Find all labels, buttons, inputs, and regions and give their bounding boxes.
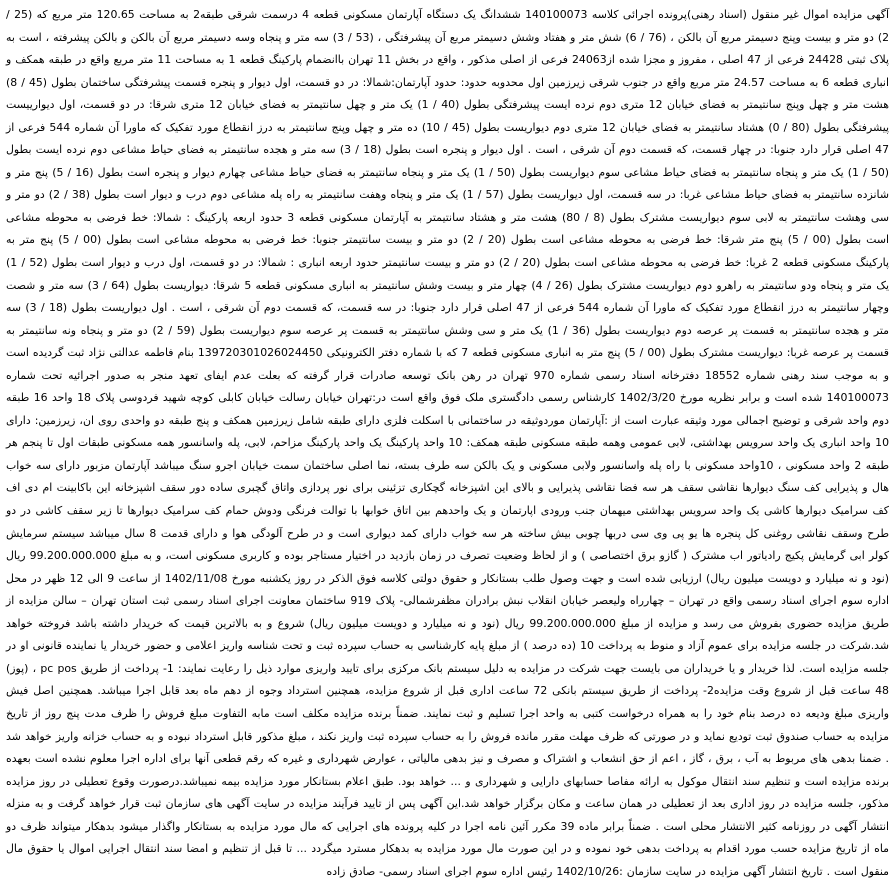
auction-notice-text: آگهی مزایده اموال غیر منقول (اسناد رهنی)پرونده اجرائی کلاسه 140100073 ششدانگ یک دستگاه آپارتمان مسکونی قطعه 4 درسمت شرقی طبقه2 به مساحت 120.65 متر مربع که (25 / 2) دو متر و بیست وپنج دسیمتر مربع آن بالکن ، (76 / 6) شش متر و هفتاد وشش دسیمتر مربع آن پیشرفتگی ، (53 / 3) سه متر و پنجاه وسه دسیمتر مربع آن بالکن و بالکن پیشرفته ، است به پلاک ثبتی 24428 فرعی از 47 اصلی ، مفروز و مجزا شده از24063 فرعی از اصلی مذکور ، واقع در بخش 11 تهران باانضمام پارکینگ قطعه 1 به مساحت 11 متر مربع واقع در طبقه همکف و انباری قطعه 6 به مساحت 24.57 متر مربع واقع در جنوب شرقی زیرزمین اول محدوبه حدود: حدود آپارتمان:شمالا: در دو قسمت، اول دیوار و پنجره قسمت پیشرفتگی ساختمان بطول (45 / 8) هشت متر و چهل وپنج سانتیمتر به فضای خیابان 12 متری دوم نرده ایست پیشرفتگی بطول (40 / 1) یک متر و چهل سانتیمتر به فضای خیابان 12 متری شرقا: در دو قسمت، اول دیوارییست پیشرفتگی بطول (80 / 0) هشتاد سانتیمتر به فضای خیابان 12 متری دوم دیواریست بطول (45 / 10) ده متر و چهل وپنج سانتیمتر به درز انقطاع مورد تفکیک که ماورا آن شماره 544 فرعی از 47 اصلی قرار دارد جنوبا: در چهار قسمت، که قسمت دوم آن شرقی ، است . اول دیوار و پنجره است بطول (18 / 3) سه متر و هجده سانتیمتر به فضای حیاط مشاعی دوم نرده ایست بطول (50 / 1) یک متر و پنجاه سانتیمتر به فضای حیاط مشاعی سوم دیواریست بطول (50 / 1) یک متر و پنجاه سانتیمتر به فضای حیاط مشاعی چهارم دیوار و پنجره است بطول (16 / 5) پنج متر و شانزده سانتیمتر به فضای حیاط مشاعی غربا: در سه قسمت، اول دیواریست بطول (57 / 1) یک متر و پنجاه وهفت سانتیمتر به راه پله مشاعی دوم درب و دیوار است بطول (38 / 2) دو متر و سی وهشت سانتیمتر به لابی سوم دیواریست مشترک بطول (8 / 80) هشت متر و هشتاد سانتیمتر به آپارتمان مسکونی قطعه 3 حدود اربعه پارکینگ : شمالا: خط فرضی به محوطه مشاعی است بطول (00 / 5) پنج متر شرقا: خط فرضی به محوطه مشاعی است بطول (20 / 2) دو متر و بیست سانتیمتر جنوبا: خط فرضی به محوطه مشاعی است بطول (00 / 5) پنج متر به پارکینگ مسکونی قطعه 2 غربا: خط فرضی به محوطه مشاعی است بطول (20 / 2) دو متر و بیست سانتیمتر حدود اربعه انباری : شمالا: در دو قسمت، اول درب و دیوار است بطول (52 / 1) یک متر و پنجاه ودو سانتیمتر به راهرو دوم دیواریست مشترک بطول (26 / 4) چهار متر و بیست وشش سانتیمتر به انباری مسکونی قطعه 5 شرقا: دیواریست بطول (64 / 3) سه متر و شصت وچهار سانتیمتر به درز انقطاع مورد تفکیک که ماورا آن شماره 544 فرعی از 47 اصلی قرار دارد جنوبا: در سه قسمت، که قسمت دوم آن شرقی ، است . اول دیواریست بطول (18 / 3) سه متر و هجده سانتیمتر به قسمت پر عرصه دوم دیواریست بطول (36 / 1) یک متر و سی وشش سانتیمتر به قسمت پر عرصه سوم دیواریست بطول (59 / 2) دو متر و پنجاه ونه سانتیمتر به قسمت پر عرصه غربا: دیواریست مشترک بطول (00 / 5) پنج متر به انباری مسکونی قطعه 7 که با شماره دفتر الکترونیکی 139720301026024450 بنام فاطمه عدالتی نژاد ثبت گردیده است و به موجب سند رهنی شماره 18552 دفترخانه اسناد رسمی شماره 970 تهران در رهن بانک توسعه صادرات قرار گرفته که بعلت عدم ایفای تعهد منجر به صدور اجرائیه تحت شماره 140100073 شده است و برابر نظریه مورخ 1402/3/20 کارشناس رسمی دادگستری ملک فوق واقع است در:تهران خیابان رسالت خیابان کابلی کوچه شهید فردوسی پلاک 18 واحد 16 طبقه دوم واحد شرقی و توضیح اجمالی مورد وثیقه عبارت است از :آپارتمان موردوثیقه در ساختمانی با اسکلت فلزی دارای طبقه شامل زیرزمین همکف و پنج طبقه دو واحدی روی ان، زیرزمین: دارای 10 واحد انباری یک واحد سرویس بهداشتی، لابی عمومی وهمه طبقه مسکونی طبقه همکف: 10 واحد پارکینگ یک واحد پارکینگ مزاحم، لابی، پله واسانسور همه مسکونی طبقات اول تا پنجم هر طبقه 2 واحد مسکونی ، 10واحد مسکونی با راه پله واسانسور ولابی مسکونی و یک بالکن سه طرف بسته، نما اصلی ساختمان سمت خیابان اجرو سنگ میباشد آپارتمان مزبور دارای سه خواب هال و پذیرایی کف سنگ دیوارها نقاشی سقف هر سه فضا نقاشی پذیرایی و بالای این اشپزخانه گچکاری تزئینی برای نور پردازی واتاق گچبری ساده دور سقف اشپزخانه این باکابینت ام دی اف کف سرامیک دیوارها کاشی یک واحد سرویس بهداشتی میهمان جنب ورودی اپارتمان و یک واحدهم بین اتاق خوابها با توالت فرنگی ودوش حمام کف سرامیک دیوارها تا زیر سقف کاشی در دو طرح وسقف نقاشی روغنی کل پنجره ها یو پی وی سی دربها چوبی بیش ساخته هر سه خواب دارای کمد دیواری است و در طرح آلودگی هوا و دارای قدمت 8 سال میباشد سیستم سرمایش کولر ابی گرمایش پکیج رادیاتور اب مشترک ( گازو برق اختصاصی ) و از لحاظ وضعیت تصرف در زمان بازدید در اختیار مستاجر بوده و کاربری مسکونی است، و به مبلغ 99.200.000.000 ریال (نود و نه میلیارد و دویست میلیون ریال) ارزیابی شده است و جهت وصول طلب بستانکار و حقوق دولتی کلاسه فوق الذکر در روز یکشنبه مورخ 1402/11/08 از ساعت 9 الی 12 ظهر در محل اداره سوم اجرای اسناد رسمی واقع در تهران – چهارراه ولیعصر خیابان انقلاب نبش برادران مظفرشمالی- پلاک 919 ساختمان معاونت اجرای اسناد رسمی ثبت استان تهران – سالن مزایده از طریق مزایده حضوری بفروش می رسد و مزایده از مبلغ 99.200.000.000 ریال (نود و نه میلیارد و دویست میلیون ریال) شروع و به بالاترین قیمت که خریدار داشته باشد فروخته خواهد شد.شرکت در جلسه مزایده برای عموم آزاد و منوط به پرداخت 10 (ده درصد ) از مبلغ پایه کارشناسی به حساب سپرده ثبت و تحت شناسه واریز اعلامی و حضور خریدار یا نماینده قانونی او در جلسه مزایده است. لذا خریدار و یا خریداران می بایست جهت شرکت در مزایده به دلیل سیستم بانک مرکزی برای تایید واریزی موارد ذیل را رعایت نمایند: 1- پرداخت از طریق pc pos ، (پوز) 48 ساعت قبل از شروع وقت مزایده2- پرداخت از طریق سیستم بانکی 72 ساعت اداری قبل از شروع مزایده، همچنین استرداد وجوه از دهم ماه بعد قابل اجرا میباشد. همچنین اصل فیش واریزی مبلغ ودیعه ده درصد بنام خود را به همراه درخواست کتبی به واحد اجرا تسلیم و ثبت نمایند. ضمناً برنده مزایده مکلف است مابه التفاوت مبلغ فروش را ظرف مدت پنج روز از تاریخ مزایده به حساب صندوق ثبت تودیع نماید و در صورتی که ظرف مهلت مقرر مانده فروش را به حساب سپرده ثبت واریز نکند ، مبلغ مذکور قابل استرداد نبوده و به حساب خزانه واریز خواهد شد . ضمنا بدهی های مربوط به آب ، برق ، گاز ، اعم از حق انشعاب و اشتراک و مصرف و نیز بدهی مالیاتی ، عوارض شهرداری و غیره که رقم قطعی آنها برای اداره اجرا معلوم نشده است بعهده برنده مزایده است و تنظیم سند انتقال موکول به ارائه مفاصا حسابهای دارایی و شهرداری و ... خواهد بود. طبق اعلام بستانکار مورد مزایده بیمه نمیباشد.درصورت وقوع تعطیلی در روز مزایده مذکور، جلسه مزایده در روز اداری بعد از تعطیلی در همان ساعت و مکان برگزار خواهد شد.این آگهی پس از تایید فرآیند مزایده در سایت آگهی های سازمان ثبت قرار خواهد گرفت و به منزله انتشار آگهی در روزنامه کثیر الانتشار محلی است . ضمناً برابر ماده 39 مکرر آئین نامه اجرا در کلیه پرونده های اجرایی که مال مورد مزایده به بستانکار واگذار میشود بدهکار میتواند ظرف دو ماه از تاریخ مزایده حسب مورد اقدام به پرداخت بدهی خود نموده و در این صورت مال مورد مزایده به بدهکار مسترد میگردد ... تا قبل از تنظیم و امضا سند انتقال اجرایی اموال یا حقوق مال منقول است . تاریخ انتشار آگهی مزایده در سایت سازمان :1402/10/26 رئیس اداره سوم اجرای اسناد رسمی- صادق زاده bbox=[6, 8, 890, 878]
